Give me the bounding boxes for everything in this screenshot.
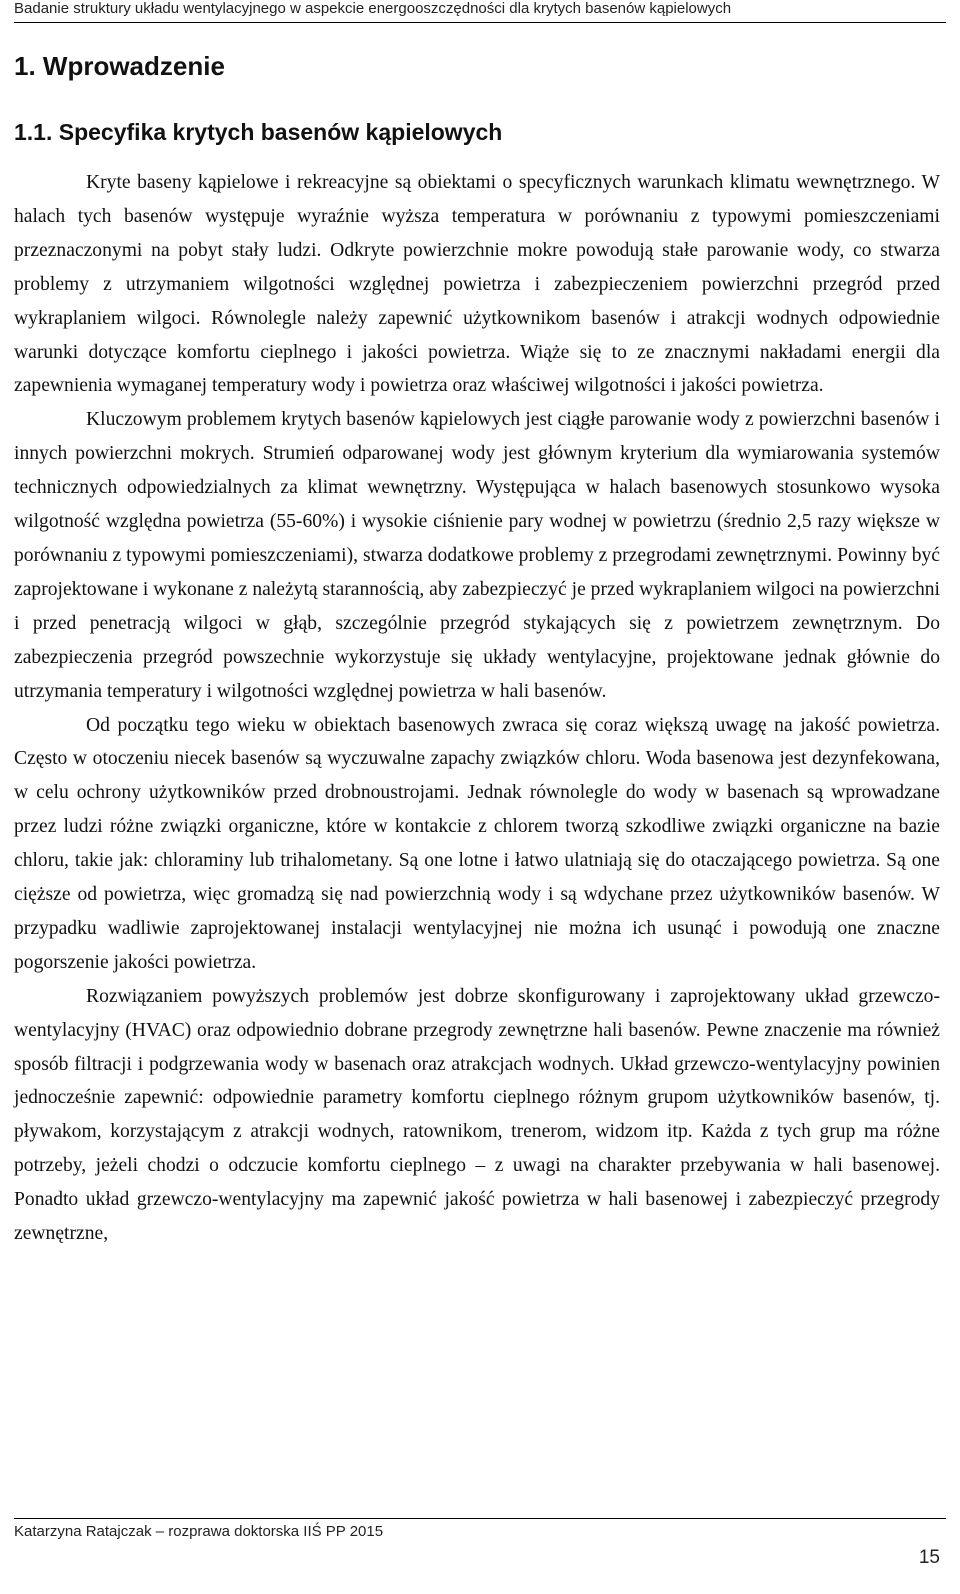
- footer-author-line: Katarzyna Ratajczak – rozprawa doktorska IIŚ PP 2015: [14, 1523, 384, 1540]
- section-heading: 1.1. Specyfika krytych basenów kąpielowych: [14, 119, 503, 145]
- body-text: [14, 166, 940, 1251]
- paragraph: Rozwiązaniem powyższych problemów jest dobrze skonfigurowany i zaprojektowany układ grzewczo-wentylacyjny (HVAC) oraz odpowiednio dobrane przegrody zewnętrzne hali basenów. Pewne znaczenie ma również sposób filtracji i podgrzewania wody w basenach oraz atrakcjach wodnych. Układ grzewczo-wentylacyjny powinien jednocześnie zapewnić: odpowiednie parametry komfortu cieplnego różnym grupom użytkowników basenów, tj. pływakom, korzystającym z atrakcji wodnych, ratownikom, trenerom, widzom itp. Każda z tych grup ma różne potrzeby, jeżeli chodzi o odczucie komfortu cieplnego – z uwagi na charakter przebywania w hali basenowej. Ponadto układ grzewczo-wentylacyjny ma zapewnić jakość powietrza w hali basenowej i zabezpieczyć przegrody zewnętrzne,: [14, 985, 940, 1245]
- chapter-heading: 1. Wprowadzenie: [14, 51, 225, 81]
- page-number: 15: [918, 1547, 940, 1568]
- paragraph: Kryte baseny kąpielowe i rekreacyjne są obiektami o specyficznych warunkach klimatu wewnętrznego. W halach tych basenów występuje wyraźnie wyższa temperatura w porównaniu z typowymi pomieszczeniami przeznaczonymi na pobyt stały ludzi. Odkryte powierzchnie mokre powodują stałe parowanie wody, co stwarza problemy z utrzymaniem wilgotności względnej powietrza i zabezpieczeniem powierzchni przegród przed wykraplaniem wilgoci. Równolegle należy zapewnić użytkownikom basenów i atrakcji wodnych odpowiednie warunki dotyczące komfortu cieplnego i jakości powietrza. Wiąże się to ze znacznymi nakładami energii dla zapewnienia wymaganej temperatury wody i powietrza oraz właściwej wilgotności i jakości powietrza.: [14, 172, 940, 397]
- paragraph: Kluczowym problemem krytych basenów kąpielowych jest ciągłe parowanie wody z powierzchni basenów i innych powierzchni mokrych. Strumień odparowanej wody jest głównym kryterium dla wymiarowania systemów technicznych odpowiedzialnych za klimat wewnętrzny. Występująca w halach basenowych stosunkowo wysoka wilgotność względna powietrza (55-60%) i wysokie ciśnienie pary wodnej w powietrzu (średnio 2,5 razy większe w porównaniu z typowymi pomieszczeniami), stwarza dodatkowe problemy z przegrodami zewnętrznymi. Powinny być zaprojektowane i wykonane z należytą starannością, aby zabezpieczyć je przed wykraplaniem wilgoci na powierzchni i przed penetracją wilgoci w głąb, szczególnie przegród stykających się z powietrzem zewnętrznym. Do zabezpieczenia przegród powszechnie wykorzystuje się układy wentylacyjne, projektowane jednak głównie do utrzymania temperatury i wilgotności względnej powietrza w hali basenów.: [14, 409, 940, 702]
- running-footer: [14, 1518, 946, 1594]
- running-header: Badanie struktury układu wentylacyjnego w aspekcie energooszczędności dla krytych basenów kąpielowych: [14, 0, 946, 23]
- paragraph: Od początku tego wieku w obiektach basenowych zwraca się coraz większą uwagę na jakość powietrza. Często w otoczeniu niecek basenów są wyczuwalne zapachy związków chloru. Woda basenowa jest dezynfekowana, w celu ochrony użytkowników przed drobnoustrojami. Jednak równolegle do wody w basenach są wprowadzane przez ludzi różne związki organiczne, które w kontakcie z chlorem tworzą szkodliwe związki organiczne na bazie chloru, takie jak: chloraminy lub trihalometany. Są one lotne i łatwo ulatniają się do otaczającego powietrza. Są one cięższe od powietrza, więc gromadzą się nad powierzchnią wody i są wdychane przez użytkowników basenów. W przypadku wadliwie zaprojektowanej instalacji wentylacyjnej nie można ich usunąć i powodują one znaczne pogorszenie jakości powietrza.: [14, 714, 940, 973]
